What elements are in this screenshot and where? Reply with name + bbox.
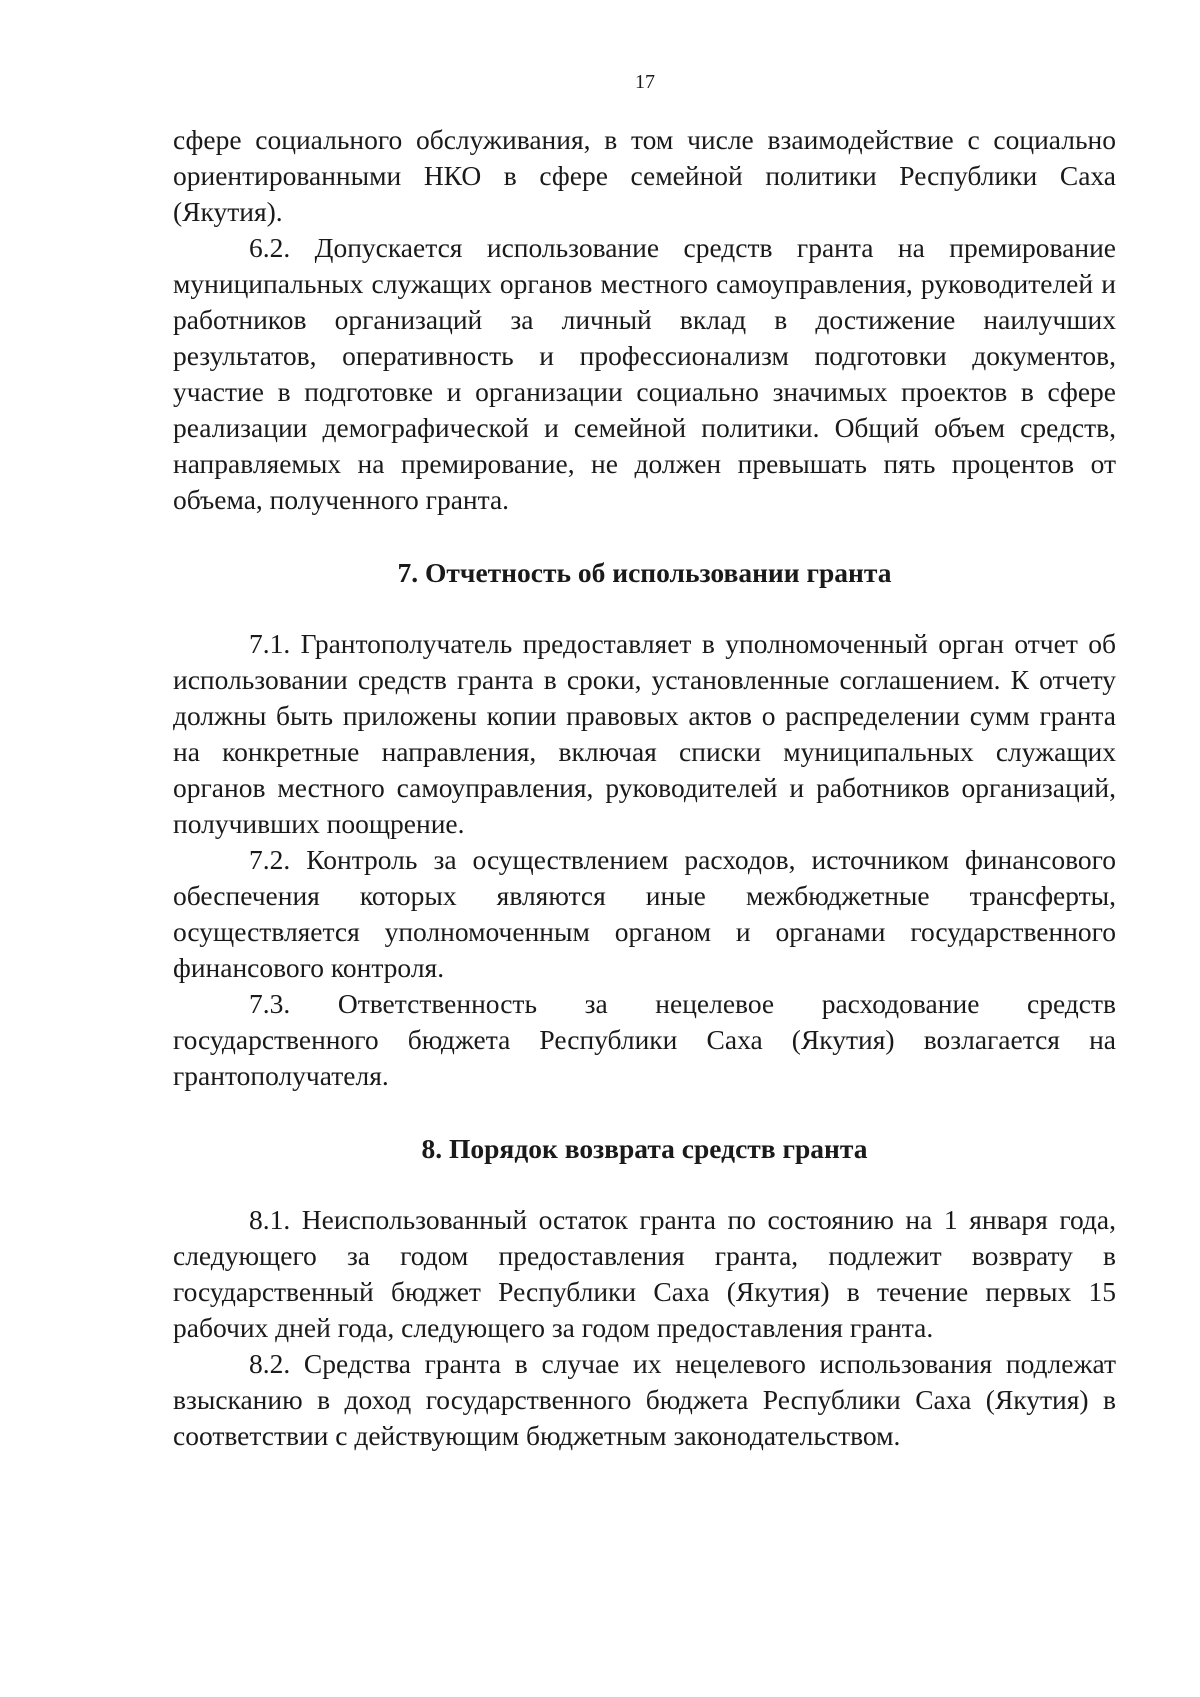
page-number: 17 [635,71,655,93]
paragraph-6-2: 6.2. Допускается использование средств гранта на премирование муниципальных служащих органов местного самоуправления, руководителей и работников организаций за личный вклад в достижение наилучших результатов, оперативность и профессионализм подготовки документов, участие в подготовке и организации социально значимых проектов в сфере реализации демографической и семейной политики. Общий объем средств, направляемых на премирование, не должен превышать пять процентов от объема, полученного гранта. [173,232,1116,515]
paragraph-7-2: 7.2. Контроль за осуществлением расходов, источником финансового обеспечения которых являются иные межбюджетные трансферты, осуществляется уполномоченным органом и органами государственного финансового контроля. [173,844,1116,983]
section-8-body [173,1202,1116,1454]
paragraph-continuation: сфере социального обслуживания, в том числе взаимодействие с социально ориентированными НКО в сфере семейной политики Республики Саха (Якутия). [173,124,1116,227]
paragraph-7-3: 7.3. Ответственность за нецелевое расходование средств государственного бюджета Республики Саха (Якутия) возлагается на грантополучателя. [173,988,1116,1091]
section-7-body [173,626,1116,1094]
paragraph-7-1: 7.1. Грантополучатель предоставляет в уполномоченный орган отчет об использовании средств гранта в сроки, установленные соглашением. К отчету должны быть приложены копии правовых актов о распределении сумм гранта на конкретные направления, включая списки муниципальных служащих органов местного самоуправления, руководителей и работников организаций, получивших поощрение. [173,628,1116,839]
section-8-heading: 8. Порядок возврата средств гранта [421,1133,868,1164]
paragraph-8-1: 8.1. Неиспользованный остаток гранта по состоянию на 1 января года, следующего за годом предоставления гранта, подлежит возврату в государственный бюджет Республики Саха (Якутия) в течение первых 15 рабочих дней года, следующего за годом предоставления гранта. [173,1204,1116,1343]
paragraph-8-2: 8.2. Средства гранта в случае их нецелевого использования подлежат взысканию в доход государственного бюджета Республики Саха (Якутия) в соответствии с действующим бюджетным законодательством. [173,1348,1116,1451]
section-7-heading: 7. Отчетность об использовании гранта [397,557,892,588]
document-body [173,122,1116,1454]
